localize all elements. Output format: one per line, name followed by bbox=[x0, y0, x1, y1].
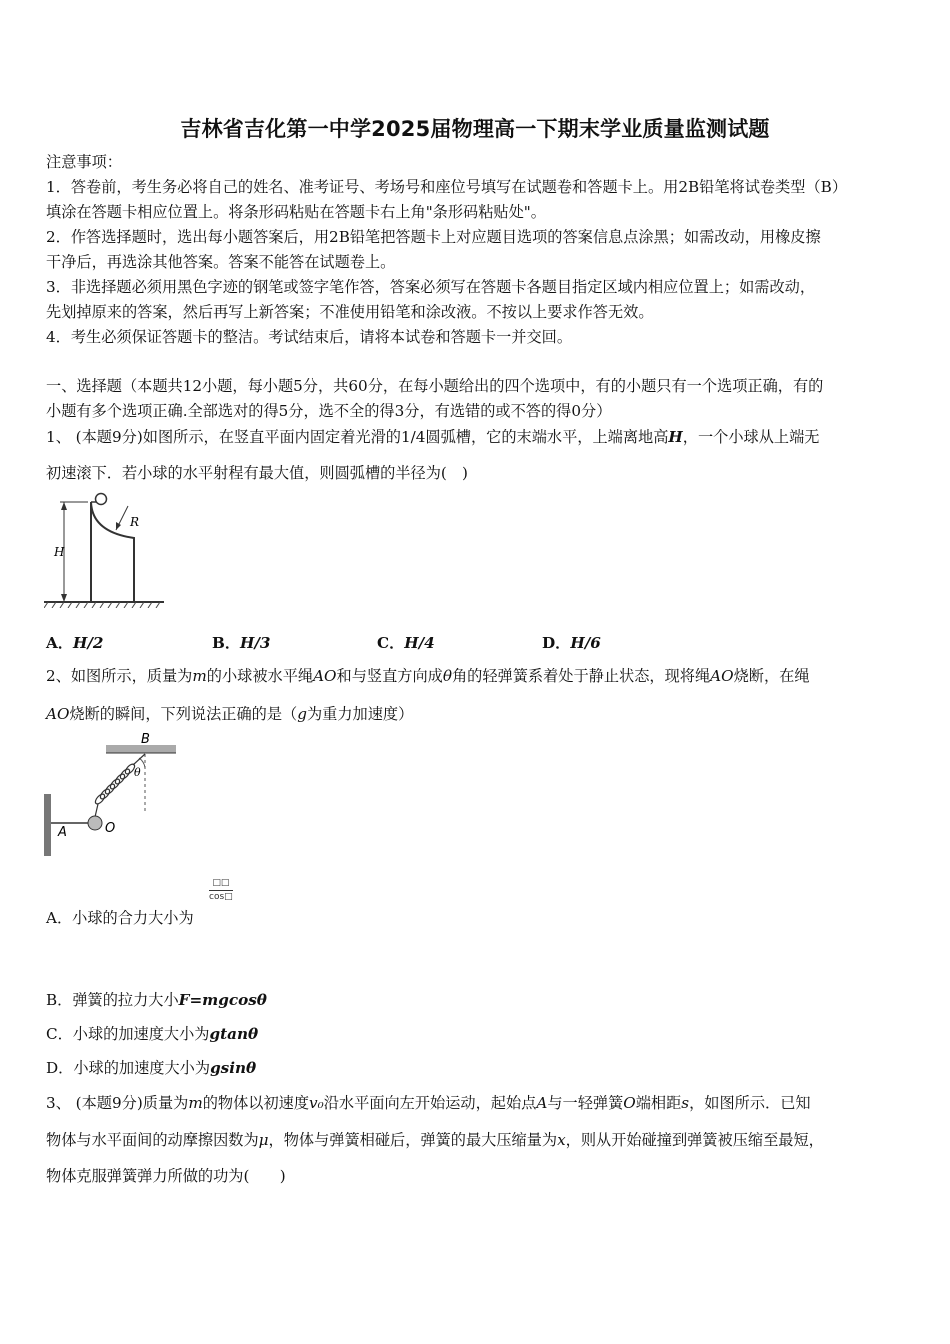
q2-theta-label: θ bbox=[134, 766, 141, 779]
q1-r-label: R bbox=[130, 515, 140, 529]
q3-stem-end: 物体克服弹簧弹力所做的功为( ) bbox=[46, 1167, 286, 1185]
q1-option-c[interactable]: C．H/4 bbox=[377, 634, 435, 652]
q3-stem-cont: 物体与水平面间的动摩擦因数为μ，物体与弹簧相碰后，弹簧的最大压缩量为x，则从开始碰撞到弹簧被压缩至最短， bbox=[46, 1131, 824, 1149]
q2-o-label: O bbox=[105, 821, 116, 836]
notice-line: 填涂在答题卡相应位置上。将条形码粘贴在答题卡右上角"条形码粘贴处"。 bbox=[46, 203, 546, 221]
section-heading: 一、选择题（本题共12小题，每小题5分，共60分，在每小题给出的四个选项中，有的小题只有一个选项正确，有的 bbox=[46, 377, 824, 395]
notice-line: 2．作答选择题时，选出每小题答案后，用2B铅笔把答题卡上对应题目选项的答案信息点涂黑；如需改动，用橡皮擦 bbox=[46, 228, 821, 246]
notice-line: 1．答卷前，考生务必将自己的姓名、准考证号、考场号和座位号填写在试题卷和答题卡上。用2B铅笔将试卷类型（B） bbox=[46, 178, 848, 196]
q2-a-label: A bbox=[58, 825, 67, 840]
notice-line: 干净后，再选涂其他答案。答案不能答在试题卷上。 bbox=[46, 253, 396, 271]
q1-h-label: H bbox=[54, 545, 65, 559]
q2-figure bbox=[42, 728, 182, 860]
q1-option-a[interactable]: A．H/2 bbox=[46, 634, 104, 652]
q2-stem: 2、如图所示，质量为m的小球被水平绳AO和与竖直方向成θ角的轻弹簧系着处于静止状态，现将绳AO烧断，在绳 bbox=[46, 667, 810, 685]
q3-stem: 3、 (本题9分)质量为m的物体以初速度v₀沿水平面向左开始运动，起始点A与一轻弹簧O端相距s，如图所示．已知 bbox=[46, 1094, 811, 1112]
q1-figure bbox=[44, 492, 168, 608]
q2-stem-cont: AO烧断的瞬间，下列说法正确的是（g为重力加速度） bbox=[46, 705, 414, 723]
q2-option-a-fraction: □□ cos□ bbox=[209, 878, 233, 902]
q1-option-b[interactable]: B．H/3 bbox=[212, 634, 271, 652]
q2-b-label: B bbox=[141, 732, 150, 747]
q1-option-d[interactable]: D．H/6 bbox=[542, 634, 601, 652]
q1-stem: 1、 (本题9分)如图所示，在竖直平面内固定着光滑的1/4圆弧槽，它的末端水平，上端离地高H，一个小球从上端无 bbox=[46, 428, 820, 446]
q2-option-b[interactable]: B．弹簧的拉力大小F=mgcosθ bbox=[46, 991, 267, 1009]
q2-option-c[interactable]: C．小球的加速度大小为gtanθ bbox=[46, 1025, 259, 1043]
notice-line: 4．考生必须保证答题卡的整洁。考试结束后，请将本试卷和答题卡一并交回。 bbox=[46, 328, 573, 346]
q1-stem-cont: 初速滚下．若小球的水平射程有最大值，则圆弧槽的半径为( ) bbox=[46, 464, 468, 482]
notice-heading: 注意事项： bbox=[46, 153, 122, 171]
q2-option-d[interactable]: D．小球的加速度大小为gsinθ bbox=[46, 1059, 257, 1077]
notice-line: 先划掉原来的答案，然后再写上新答案；不准使用铅笔和涂改液。不按以上要求作答无效。 bbox=[46, 303, 654, 321]
q2-option-a[interactable]: A．小球的合力大小为 bbox=[46, 909, 194, 927]
page-title: 吉林省吉化第一中学2025届物理高一下期末学业质量监测试题 bbox=[180, 117, 770, 141]
notice-line: 3．非选择题必须用黑色字迹的钢笔或签字笔作答，答案必须写在答题卡各题目指定区域内相应位置上；如需改动， bbox=[46, 278, 816, 296]
section-heading-cont: 小题有多个选项正确.全部选对的得5分，选不全的得3分，有选错的或不答的得0分） bbox=[46, 402, 612, 420]
